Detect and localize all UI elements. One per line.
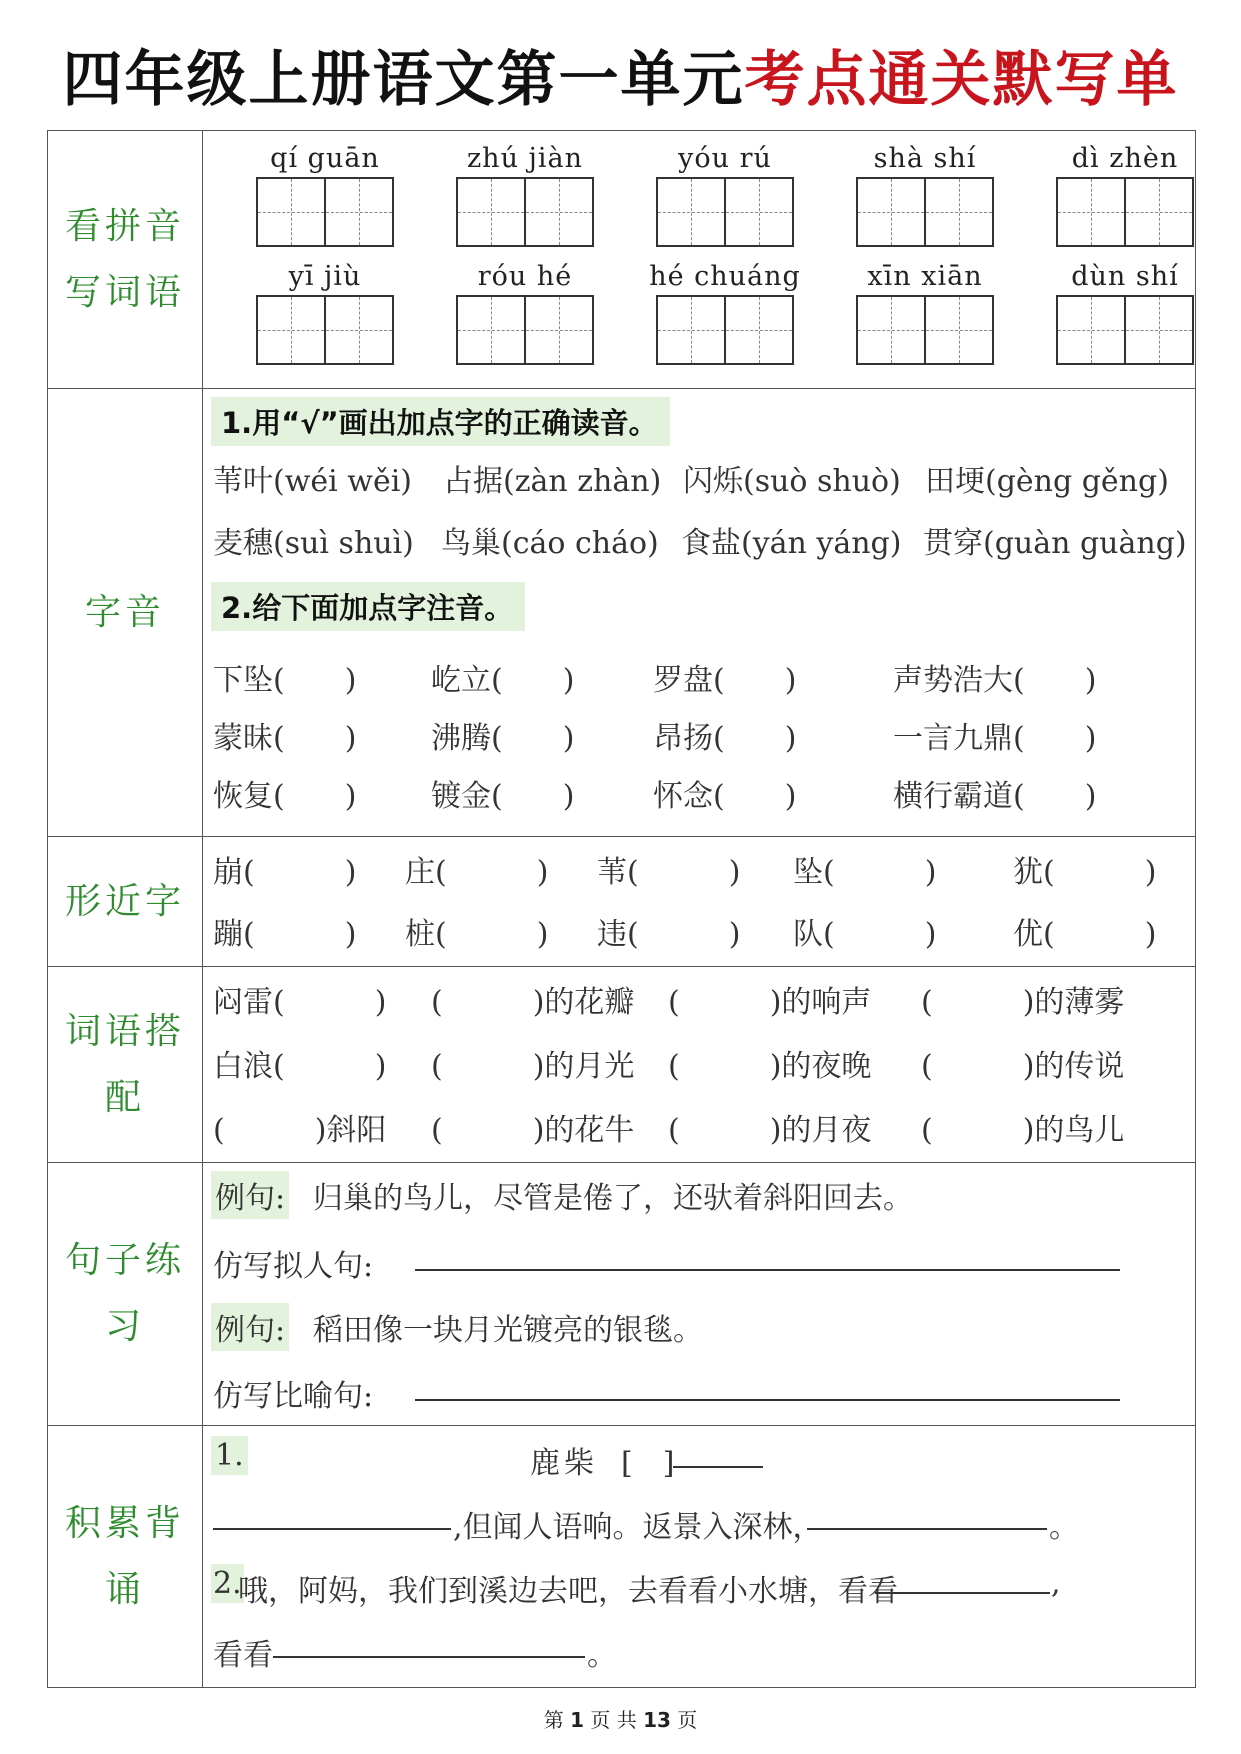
answer-line[interactable] [415, 1367, 1120, 1401]
matching-item[interactable]: ( )的月夜 [668, 1113, 872, 1148]
pinyin-text: dùn shí [1071, 261, 1179, 292]
label-line: 看拼音 [64, 205, 185, 247]
similar-item[interactable]: 优( ) [1013, 917, 1157, 952]
writing-boxes[interactable] [456, 295, 594, 365]
reading-item[interactable]: 占据(zàn zhàn) [443, 464, 662, 499]
poem-title: 鹿柴 [530, 1446, 598, 1481]
pinyin-item [1025, 259, 1225, 365]
matching-item[interactable]: ( )的花瓣 [431, 985, 635, 1020]
pinyin-text: qí guān [270, 143, 380, 174]
pinyin-text: róu hé [477, 261, 573, 292]
writing-boxes[interactable] [256, 295, 394, 365]
passage-row [203, 1554, 1195, 1618]
pinyin-text: dì zhèn [1071, 143, 1179, 174]
answer-line[interactable] [273, 1624, 585, 1658]
label-line: 写词语 [64, 271, 185, 313]
passage-text: 看看 [213, 1638, 273, 1673]
title-highlight: 考点通关默写单 [744, 45, 1179, 115]
pinyin-item [225, 259, 425, 365]
reading-row [203, 508, 1195, 574]
sentence-content [203, 1163, 1196, 1426]
author-line[interactable] [673, 1434, 763, 1468]
similar-item[interactable]: 崩( ) [213, 855, 357, 890]
passage-punct: 。 [587, 1638, 617, 1673]
phonetic-item[interactable]: 一言九鼎( ) [893, 721, 1097, 756]
matching-row [203, 1095, 1195, 1159]
page-title [0, 38, 1241, 122]
phonetic-item[interactable]: 罗盘( ) [653, 663, 797, 698]
writing-boxes[interactable] [656, 177, 794, 247]
title-main: 四年级上册语文第一单元 [62, 45, 745, 115]
matching-item[interactable]: ( )的传说 [921, 1049, 1125, 1084]
page-indicator [0, 1704, 1241, 1733]
pinyin-text: yī jiù [288, 261, 362, 292]
similar-row [203, 899, 1195, 961]
writing-boxes[interactable] [856, 295, 994, 365]
pager-text: 第 [543, 1708, 564, 1732]
pinyin-text: hé chuáng [649, 261, 801, 292]
matching-item[interactable]: ( )的响声 [668, 985, 872, 1020]
matching-item[interactable]: ( )的月光 [431, 1049, 635, 1084]
poem-text: ,但闻人语响。返景入深林， [453, 1510, 823, 1545]
section-word-matching [48, 967, 1196, 1163]
pinyin-text: zhú jiàn [466, 143, 584, 174]
matching-row [203, 1031, 1195, 1095]
writing-boxes[interactable] [1056, 295, 1194, 365]
pinyin-item [625, 259, 825, 365]
question-heading: 1.用“√”画出加点字的正确读音。 [211, 397, 670, 446]
item-number: 2. [213, 1566, 242, 1601]
pinyin-item [625, 141, 825, 247]
similar-content [203, 837, 1196, 967]
similar-item[interactable]: 队( ) [793, 917, 937, 952]
phonetic-item[interactable]: 昂扬( ) [653, 721, 797, 756]
answer-line[interactable] [213, 1496, 451, 1530]
phonetic-row [203, 761, 1195, 819]
similar-item[interactable]: 苇( ) [597, 855, 741, 890]
phonetic-item[interactable]: 横行霸道( ) [893, 779, 1097, 814]
writing-boxes[interactable] [856, 177, 994, 247]
pinyin-content [203, 131, 1196, 389]
section-label: 词语搭配 [48, 967, 203, 1163]
answer-line[interactable] [807, 1496, 1047, 1530]
similar-item[interactable]: 桩( ) [405, 917, 549, 952]
similar-item[interactable]: 违( ) [597, 917, 741, 952]
section-label: 句子练习 [48, 1163, 203, 1426]
pinyin-item [825, 259, 1025, 365]
phonetic-item[interactable]: 恢复( ) [213, 779, 357, 814]
task-row [203, 1361, 1195, 1425]
similar-item[interactable]: 蹦( ) [213, 917, 357, 952]
poem-title-row [203, 1426, 1195, 1490]
pronunciation-content [203, 389, 1196, 837]
matching-item[interactable]: ( )的花牛 [431, 1113, 635, 1148]
reading-item[interactable]: 贯穿(guàn guàng) [923, 526, 1187, 561]
similar-item[interactable]: 坠( ) [793, 855, 937, 890]
total-pages: 13 [643, 1708, 671, 1732]
phonetic-item[interactable]: 怀念( ) [653, 779, 797, 814]
matching-content [203, 967, 1196, 1163]
phonetic-item[interactable]: 屹立( ) [431, 663, 575, 698]
reading-item[interactable]: 麦穗(suì shuì) [213, 526, 414, 561]
pager-text: 页 [677, 1708, 698, 1732]
pinyin-text: xīn xiān [867, 261, 983, 292]
example-tag: 例句: [211, 1171, 289, 1219]
section-label: 形近字 [48, 837, 203, 967]
writing-boxes[interactable] [456, 177, 594, 247]
phonetic-item[interactable]: 沸腾( ) [431, 721, 575, 756]
matching-item[interactable]: ( )的夜晚 [668, 1049, 872, 1084]
pinyin-item [1025, 141, 1225, 247]
worksheet-table [47, 130, 1196, 1688]
example-tag: 例句: [211, 1303, 289, 1351]
poem-dynasty-blank[interactable]: [ ] [621, 1446, 675, 1481]
example-row [203, 1163, 1195, 1231]
pinyin-item [425, 141, 625, 247]
pinyin-item [825, 141, 1025, 247]
section-pronunciation [48, 389, 1196, 837]
pinyin-grid [203, 131, 1195, 365]
phonetic-item[interactable]: 声势浩大( ) [893, 663, 1097, 698]
writing-boxes[interactable] [656, 295, 794, 365]
passage-row [203, 1618, 1195, 1678]
task-row [203, 1231, 1195, 1295]
task-label: 仿写拟人句: [213, 1249, 374, 1284]
section-label: 字音 [48, 389, 203, 837]
poem-line-row [203, 1490, 1195, 1554]
pager-text: 页 共 [590, 1708, 637, 1732]
similar-item[interactable]: 庄( ) [405, 855, 549, 890]
example-sentence: 稻田像一块月光镀亮的银毯。 [313, 1313, 703, 1348]
phonetic-item[interactable]: 镀金( ) [431, 779, 575, 814]
poem-punct: 。 [1049, 1510, 1079, 1545]
recitation-content [203, 1426, 1196, 1688]
question-heading: 2.给下面加点字注音。 [211, 582, 525, 631]
writing-boxes[interactable] [1056, 177, 1194, 247]
matching-item[interactable]: 白浪( ) [213, 1049, 387, 1084]
reading-item[interactable]: 鸟巢(cáo cháo) [441, 526, 659, 561]
matching-item[interactable]: ( )的鸟儿 [921, 1113, 1125, 1148]
pinyin-text: shà shí [873, 143, 977, 174]
reading-item[interactable]: 苇叶(wéi wěi) [213, 464, 412, 499]
task-label: 仿写比喻句: [213, 1379, 374, 1414]
phonetic-row [203, 703, 1195, 761]
reading-item[interactable]: 田埂(gèng gěng) [925, 464, 1169, 499]
similar-row [203, 837, 1195, 899]
matching-row [203, 967, 1195, 1031]
answer-line[interactable] [875, 1560, 1050, 1594]
matching-item[interactable]: ( )斜阳 [213, 1113, 387, 1148]
reading-row [203, 446, 1195, 508]
matching-item[interactable]: 闷雷( ) [213, 985, 387, 1020]
phonetic-item[interactable]: 蒙昧( ) [213, 721, 357, 756]
phonetic-row [203, 645, 1195, 703]
pinyin-item [425, 259, 625, 365]
example-sentence: 归巢的鸟儿，尽管是倦了，还驮着斜阳回去。 [313, 1181, 913, 1216]
section-label [48, 131, 203, 389]
reading-item[interactable]: 闪烁(suò shuò) [683, 464, 901, 499]
section-label: 积累背诵 [48, 1426, 203, 1688]
phonetic-item[interactable]: 下坠( ) [213, 663, 357, 698]
item-number: 1. [211, 1436, 248, 1475]
writing-boxes[interactable] [256, 177, 394, 247]
section-similar-characters [48, 837, 1196, 967]
current-page: 1 [570, 1708, 584, 1732]
section-sentence-practice [48, 1163, 1196, 1426]
passage-punct: , [1051, 1566, 1061, 1601]
section-recitation [48, 1426, 1196, 1688]
reading-item[interactable]: 食盐(yán yáng) [681, 526, 902, 561]
matching-item[interactable]: ( )的薄雾 [921, 985, 1125, 1020]
passage-text: 哦，阿妈，我们到溪边去吧，去看看小水塘，看看 [238, 1574, 898, 1609]
section-pinyin-words [48, 131, 1196, 389]
similar-item[interactable]: 犹( ) [1013, 855, 1157, 890]
pinyin-item [225, 141, 425, 247]
answer-line[interactable] [415, 1237, 1120, 1271]
pinyin-text: yóu rú [678, 143, 772, 174]
example-row [203, 1295, 1195, 1361]
